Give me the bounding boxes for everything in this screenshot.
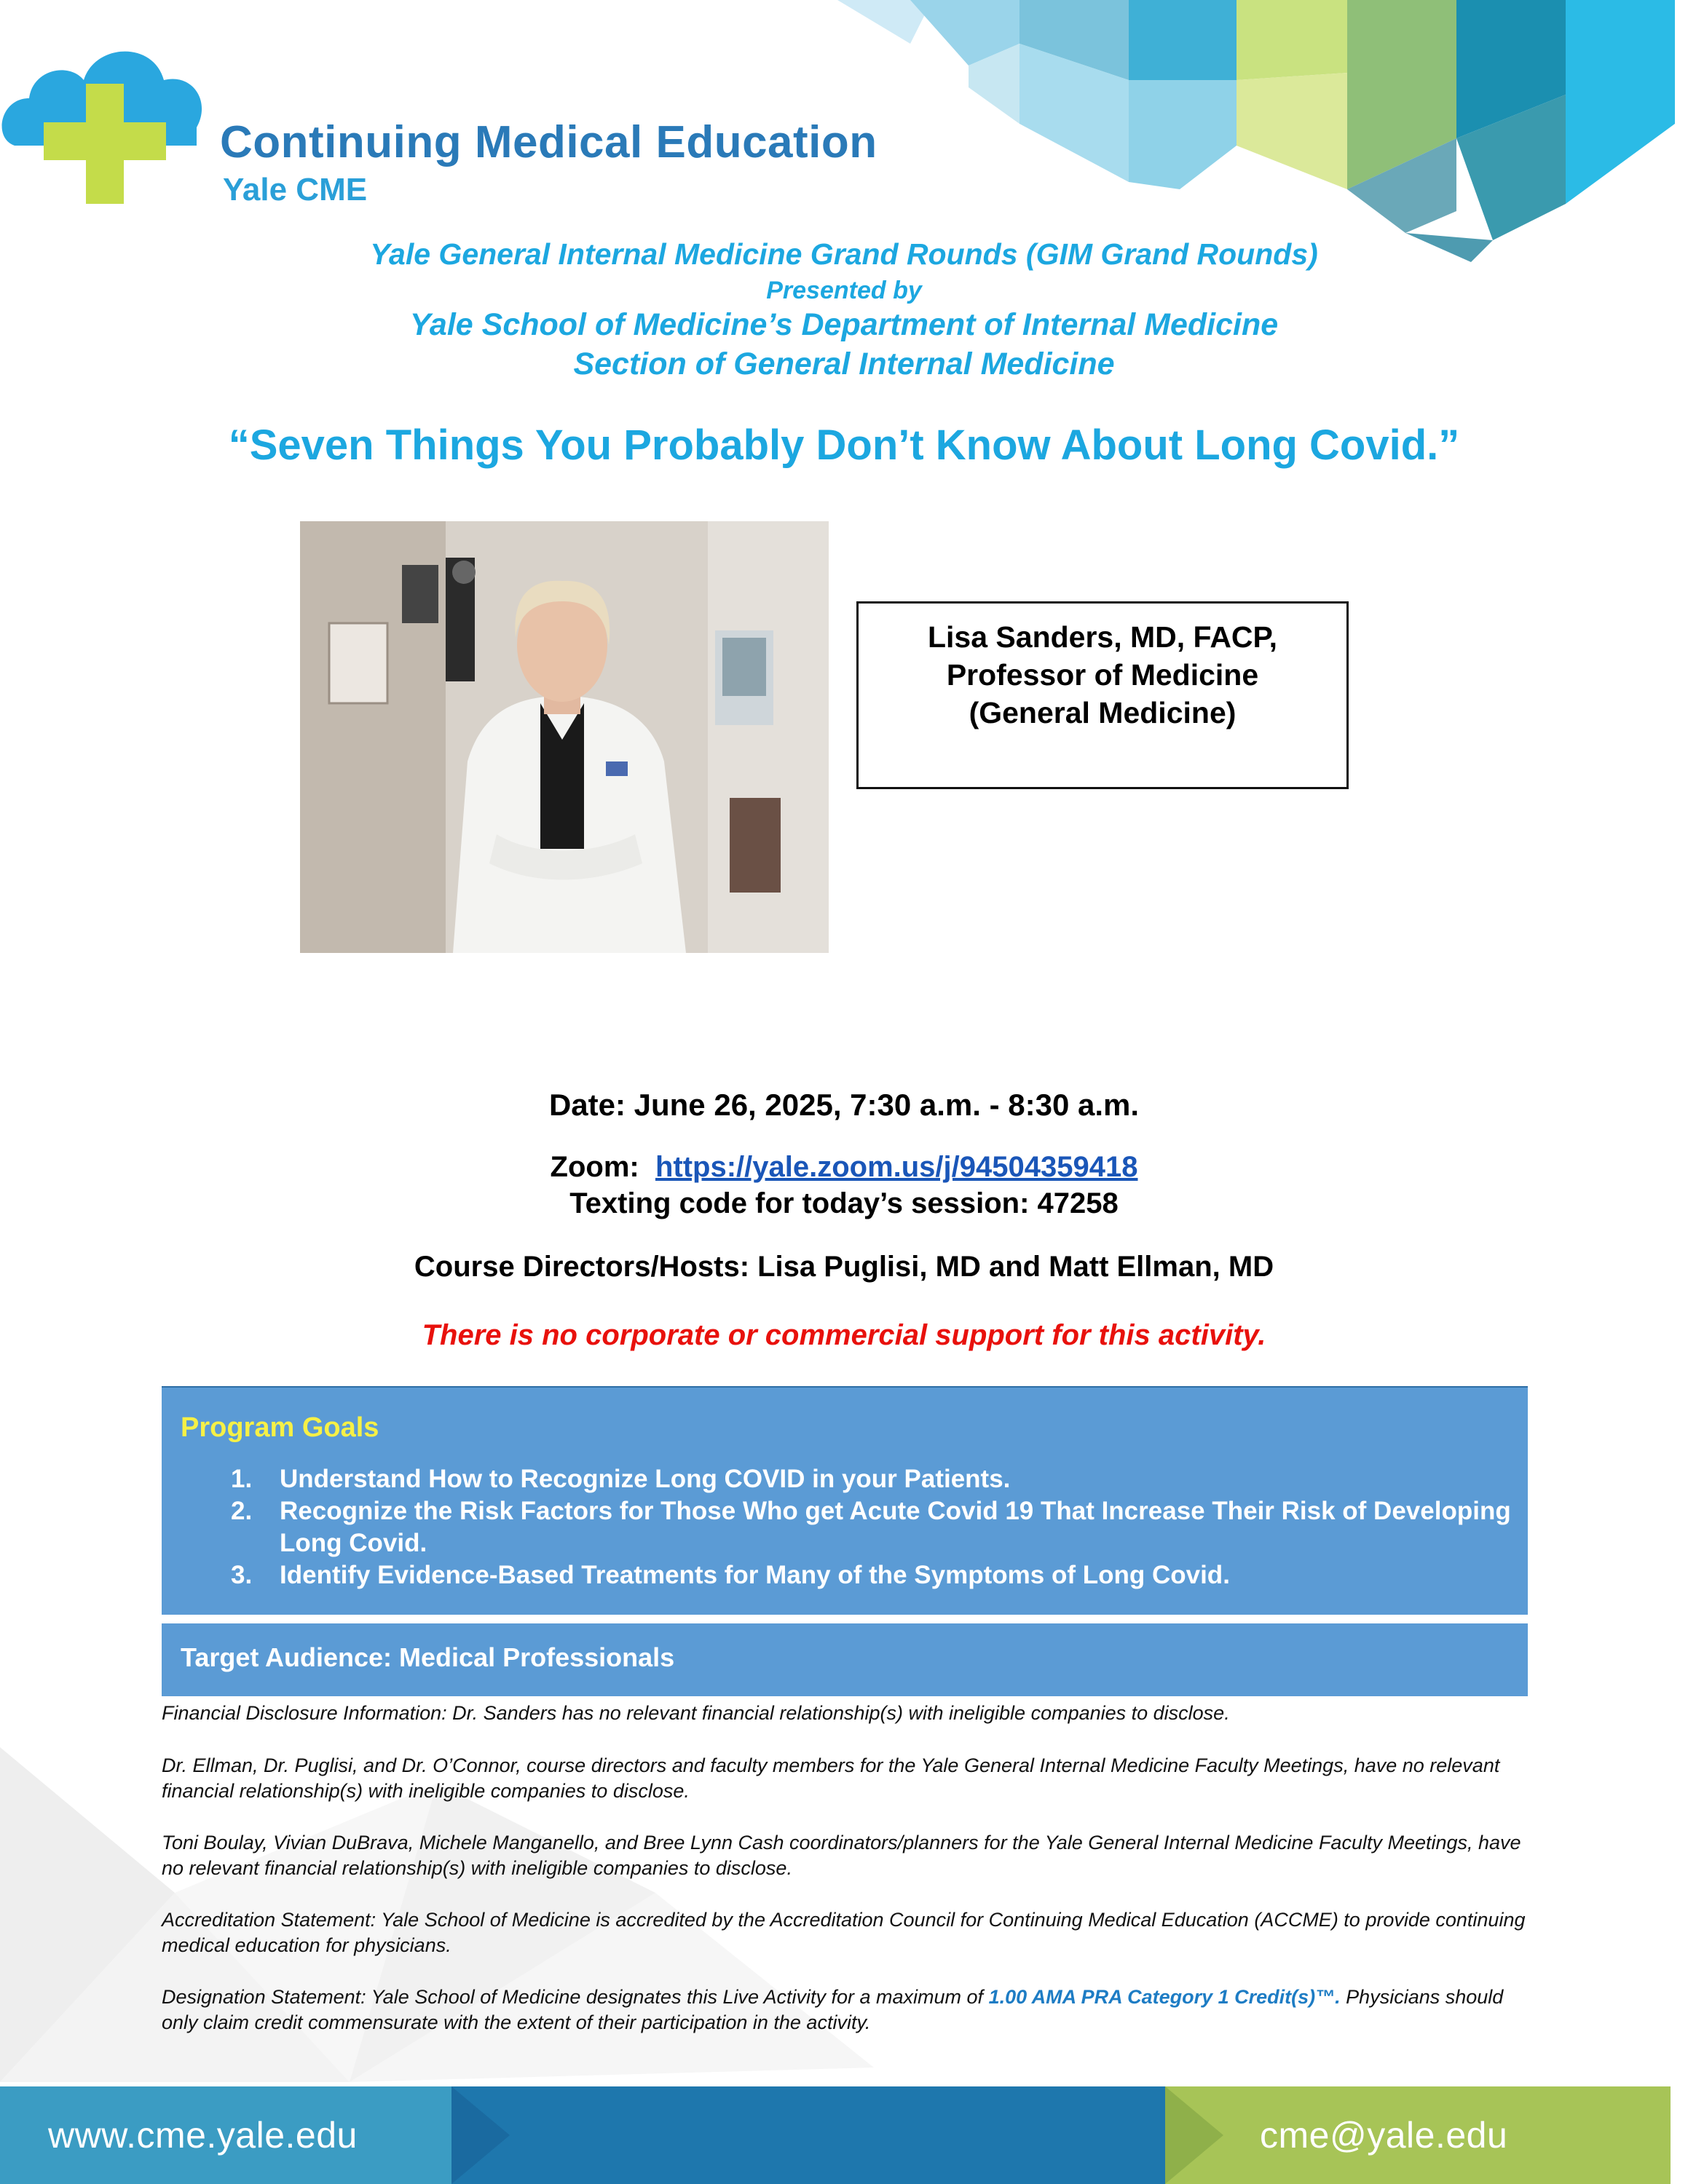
coordinators-disclosure: Toni Boulay, Vivian DuBrava, Michele Manganello, and Bree Lynn Cash coordinators/planners for the Yale General Internal Medicine Faculty Meetings, have no relevant financial relationship(s) with ineligible companies to disclose. [162, 1832, 1521, 1879]
goal-text: Identify Evidence-Based Treatments for Many of the Symptoms of Long Covid. [280, 1561, 1230, 1589]
designation-statement [162, 1985, 1531, 2035]
designation-suffix: Physicians should only claim credit commensurate with the extent of their participation in the activity. [162, 1986, 1504, 2033]
directors-disclosure: Dr. Ellman, Dr. Puglisi, and Dr. O’Connor, course directors and faculty members for the Yale General Internal Medicine Faculty Meetings, have no relevant financial relationship(s) with ineligible companies to disclose. [162, 1754, 1500, 1802]
accreditation-statement: Accreditation Statement: Yale School of Medicine is accredited by the Accreditation Council for Continuing Medical Education (ACCME) to provide continuing medical education for physicians. [162, 1909, 1526, 1956]
texting-code: Texting code for today’s session: 47258 [569, 1187, 1119, 1219]
designation-credit: 1.00 AMA PRA Category 1 Credit(s)™. [988, 1986, 1341, 2008]
event-date: Date: June 26, 2025, 7:30 a.m. - 8:30 a.m. [548, 1088, 1140, 1122]
section: Section of General Internal Medicine [573, 347, 1115, 381]
series-title: Yale General Internal Medicine Grand Rounds (GIM Grand Rounds) [370, 237, 1318, 271]
talk-title: “Seven Things You Probably Don’t Know About Long Covid.” [228, 422, 1460, 469]
speaker-position: Professor of Medicine [946, 658, 1259, 692]
program-goals-title: Program Goals [181, 1412, 379, 1443]
target-audience-box [162, 1623, 1528, 1696]
goal-number: 1. [231, 1465, 253, 1493]
speaker-division: (General Medicine) [969, 696, 1237, 729]
footer-bar [0, 2086, 1671, 2184]
program-goals-box [162, 1388, 1528, 1615]
goal-number: 2. [231, 1497, 253, 1525]
no-support-notice: There is no corporate or commercial support for this activity. [422, 1319, 1266, 1351]
goal-number: 3. [231, 1561, 253, 1589]
cme-logo-icon [0, 29, 218, 211]
corner-geometric-art [837, 0, 1688, 269]
designation-prefix: Designation Statement: Yale School of Medicine designates this Live Activity for a maximum of [162, 1986, 989, 2008]
logo-subtitle: Yale CME [223, 172, 368, 207]
zoom-line [0, 1151, 1688, 1184]
zoom-link[interactable]: https://yale.zoom.us/j/94504359418 [655, 1151, 1138, 1183]
goal-text: Understand How to Recognize Long COVID in your Patients. [280, 1465, 1011, 1493]
zoom-label: Zoom: [550, 1151, 639, 1183]
logo-title: Continuing Medical Education [220, 117, 877, 167]
course-directors: Course Directors/Hosts: Lisa Puglisi, MD and Matt Ellman, MD [414, 1251, 1274, 1283]
speaker-photo [300, 521, 829, 953]
presented-by: Presented by [766, 277, 922, 304]
financial-disclosure: Financial Disclosure Information: Dr. Sanders has no relevant financial relationship(s) with ineligible companies to disclose. [162, 1702, 1230, 1724]
goal-text: Recognize the Risk Factors for Those Who get Acute Covid 19 That Increase Their Risk of Developing Long Covid. [280, 1497, 1511, 1557]
department: Yale School of Medicine’s Department of Internal Medicine [409, 307, 1279, 342]
speaker-name: Lisa Sanders, MD, FACP, [927, 620, 1277, 654]
footer-email[interactable]: cme@yale.edu [1260, 2115, 1508, 2156]
speaker-info-box [856, 601, 1349, 789]
target-audience: Target Audience: Medical Professionals [181, 1642, 675, 1672]
footer-website[interactable]: www.cme.yale.edu [48, 2115, 358, 2156]
